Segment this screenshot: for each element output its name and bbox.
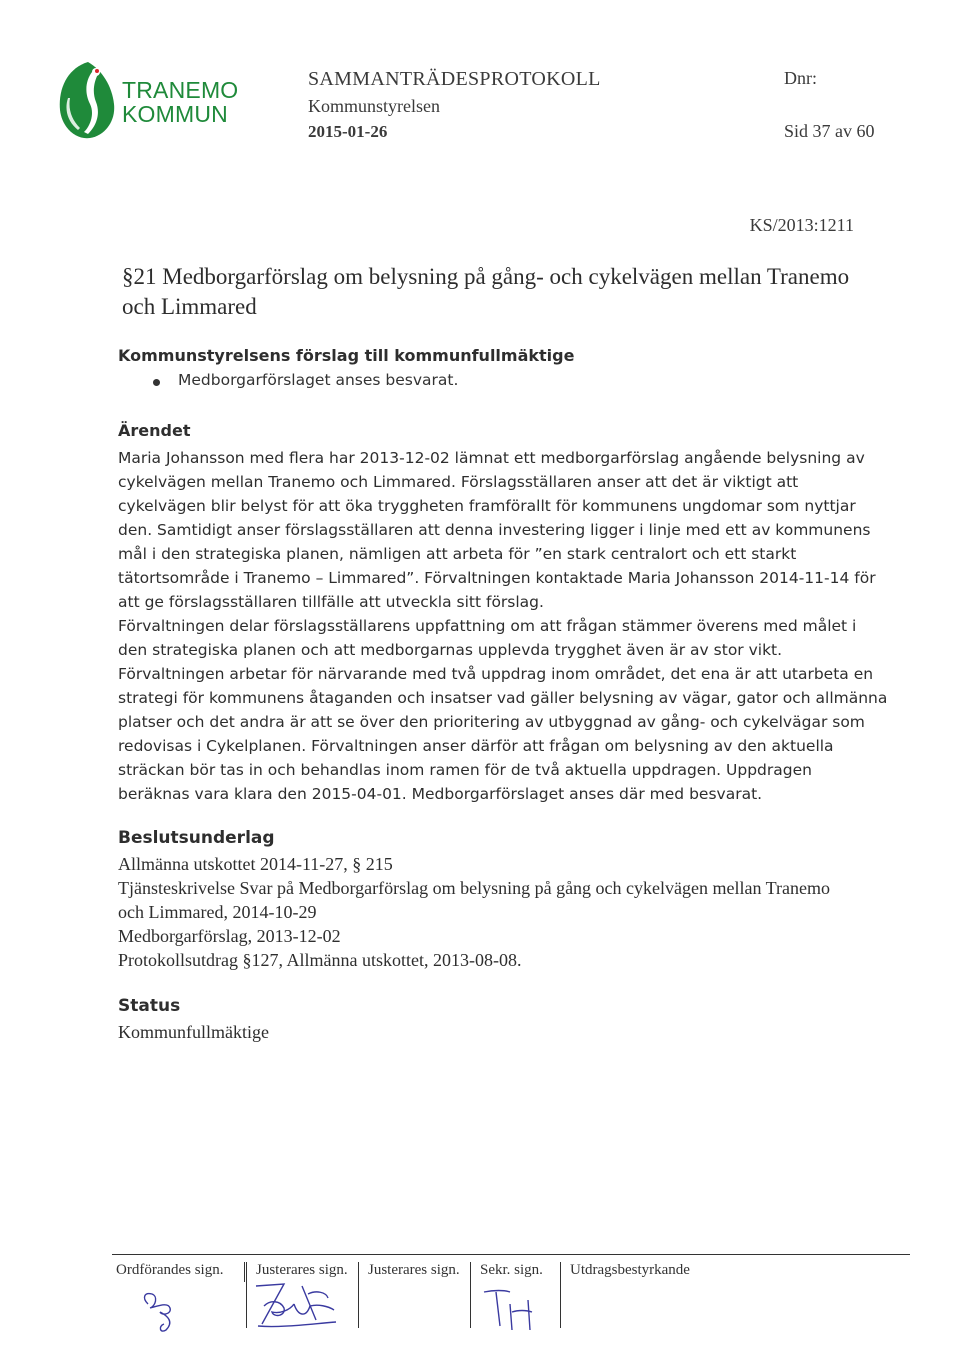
- meeting-date: 2015-01-26: [308, 122, 388, 141]
- handwritten-signature-secretary: [478, 1282, 548, 1332]
- arendet-paragraph: Förvaltningen arbetar för närvarande med två uppdrag inom området, det ena är att utarbeta en strategi för kommunens åtaganden och insatser vad gäller belysning av vägar, gator och allmänna platser och det andra är att se över den prioritering av utbyggnad av gång- och cykelvägar som redovisas i Cykelplanen. Förvaltningen anser därför att frågan om belysning av den aktuella sträckan bör tas in och behandlas inom ramen för de två aktuella uppdragen. Uppdragen beräknas vara klara den 2015-04-01. Medborgarförslaget anses där med besvarat.: [118, 665, 888, 803]
- case-number: KS/2013:1211: [749, 215, 854, 235]
- logo-text-line1: TRANEMO: [122, 77, 239, 103]
- handwritten-signature-chair: [138, 1284, 188, 1340]
- signature-label-adjuster-1: Justerares sign.: [256, 1262, 348, 1278]
- logo-text-line2: KOMMUN: [122, 101, 228, 127]
- proposal-heading: Kommunstyrelsens förslag till kommunfullmäktige: [118, 346, 575, 365]
- arendet-heading: Ärendet: [118, 421, 191, 440]
- list-item: Allmänna utskottet 2014-11-27, § 215: [118, 854, 393, 874]
- signature-label-extract: Utdragsbestyrkande: [570, 1262, 690, 1278]
- status-heading: Status: [118, 996, 181, 1016]
- arendet-paragraph: Förvaltningen delar förslagsställarens uppfattning om att frågan stämmer överens med målet i den strategiska planen och att medborgarnas upplevda trygghet även är av stor vikt.: [118, 617, 857, 659]
- proposal-item: Medborgarförslaget anses besvarat.: [178, 371, 459, 389]
- list-item: Medborgarförslag, 2013-12-02: [118, 926, 341, 946]
- list-item: Protokollsutdrag §127, Allmänna utskottet, 2013-08-08.: [118, 950, 522, 970]
- signature-label-adjuster-2: Justerares sign.: [368, 1262, 460, 1278]
- signature-divider: [246, 1262, 247, 1328]
- page-number: Sid 37 av 60: [784, 121, 875, 141]
- crane-logo-icon: [56, 58, 120, 144]
- municipality-logo: [56, 58, 256, 144]
- signature-divider: [358, 1262, 359, 1328]
- signature-divider: [244, 1262, 245, 1282]
- organization-name: Kommunstyrelsen: [308, 96, 440, 116]
- signature-label-chair: Ordförandes sign.: [116, 1262, 224, 1278]
- status-value: Kommunfullmäktige: [118, 1022, 269, 1042]
- handwritten-signature-adjuster: [250, 1276, 340, 1332]
- document-type: SAMMANTRÄDESPROTOKOLL: [308, 68, 601, 90]
- signature-label-secretary: Sekr. sign.: [480, 1262, 543, 1278]
- beslutsunderlag-list: [118, 852, 858, 972]
- dnr-label: Dnr:: [784, 68, 817, 88]
- section-title: §21 Medborgarförslag om belysning på gång- och cykelvägen mellan Tranemo och Limmared: [122, 264, 850, 319]
- arendet-body: [118, 446, 888, 806]
- arendet-paragraph: Maria Johansson med flera har 2013-12-02 lämnat ett medborgarförslag angående belysning av cykelvägen mellan Tranemo och Limmared. Förslagsställaren anser att det är viktigt att cykelvägen blir belyst för att öka tryggheten framförallt för kommunens ungdomar som nyttjar den. Samtidigt anser förslagsställaren att denna investering ligger i linje med ett av kommunens mål i den strategiska planen, nämligen att arbeta för ”en stark centralort och ett starkt tätortsområde i Tranemo – Limmared”. Förvaltningen kontaktade Maria Johansson 2014-11-14 för att ge förslagsställaren tillfälle att utveckla sitt förslag.: [118, 449, 876, 611]
- bullet-icon: [153, 379, 160, 386]
- beslutsunderlag-heading: Beslutsunderlag: [118, 828, 275, 848]
- signature-divider: [470, 1262, 471, 1328]
- signature-divider: [560, 1262, 561, 1328]
- signature-line: [112, 1254, 910, 1255]
- list-item: Tjänsteskrivelse Svar på Medborgarförslag om belysning på gång och cykelvägen mellan Tranemo och Limmared, 2014-10-29: [118, 878, 830, 922]
